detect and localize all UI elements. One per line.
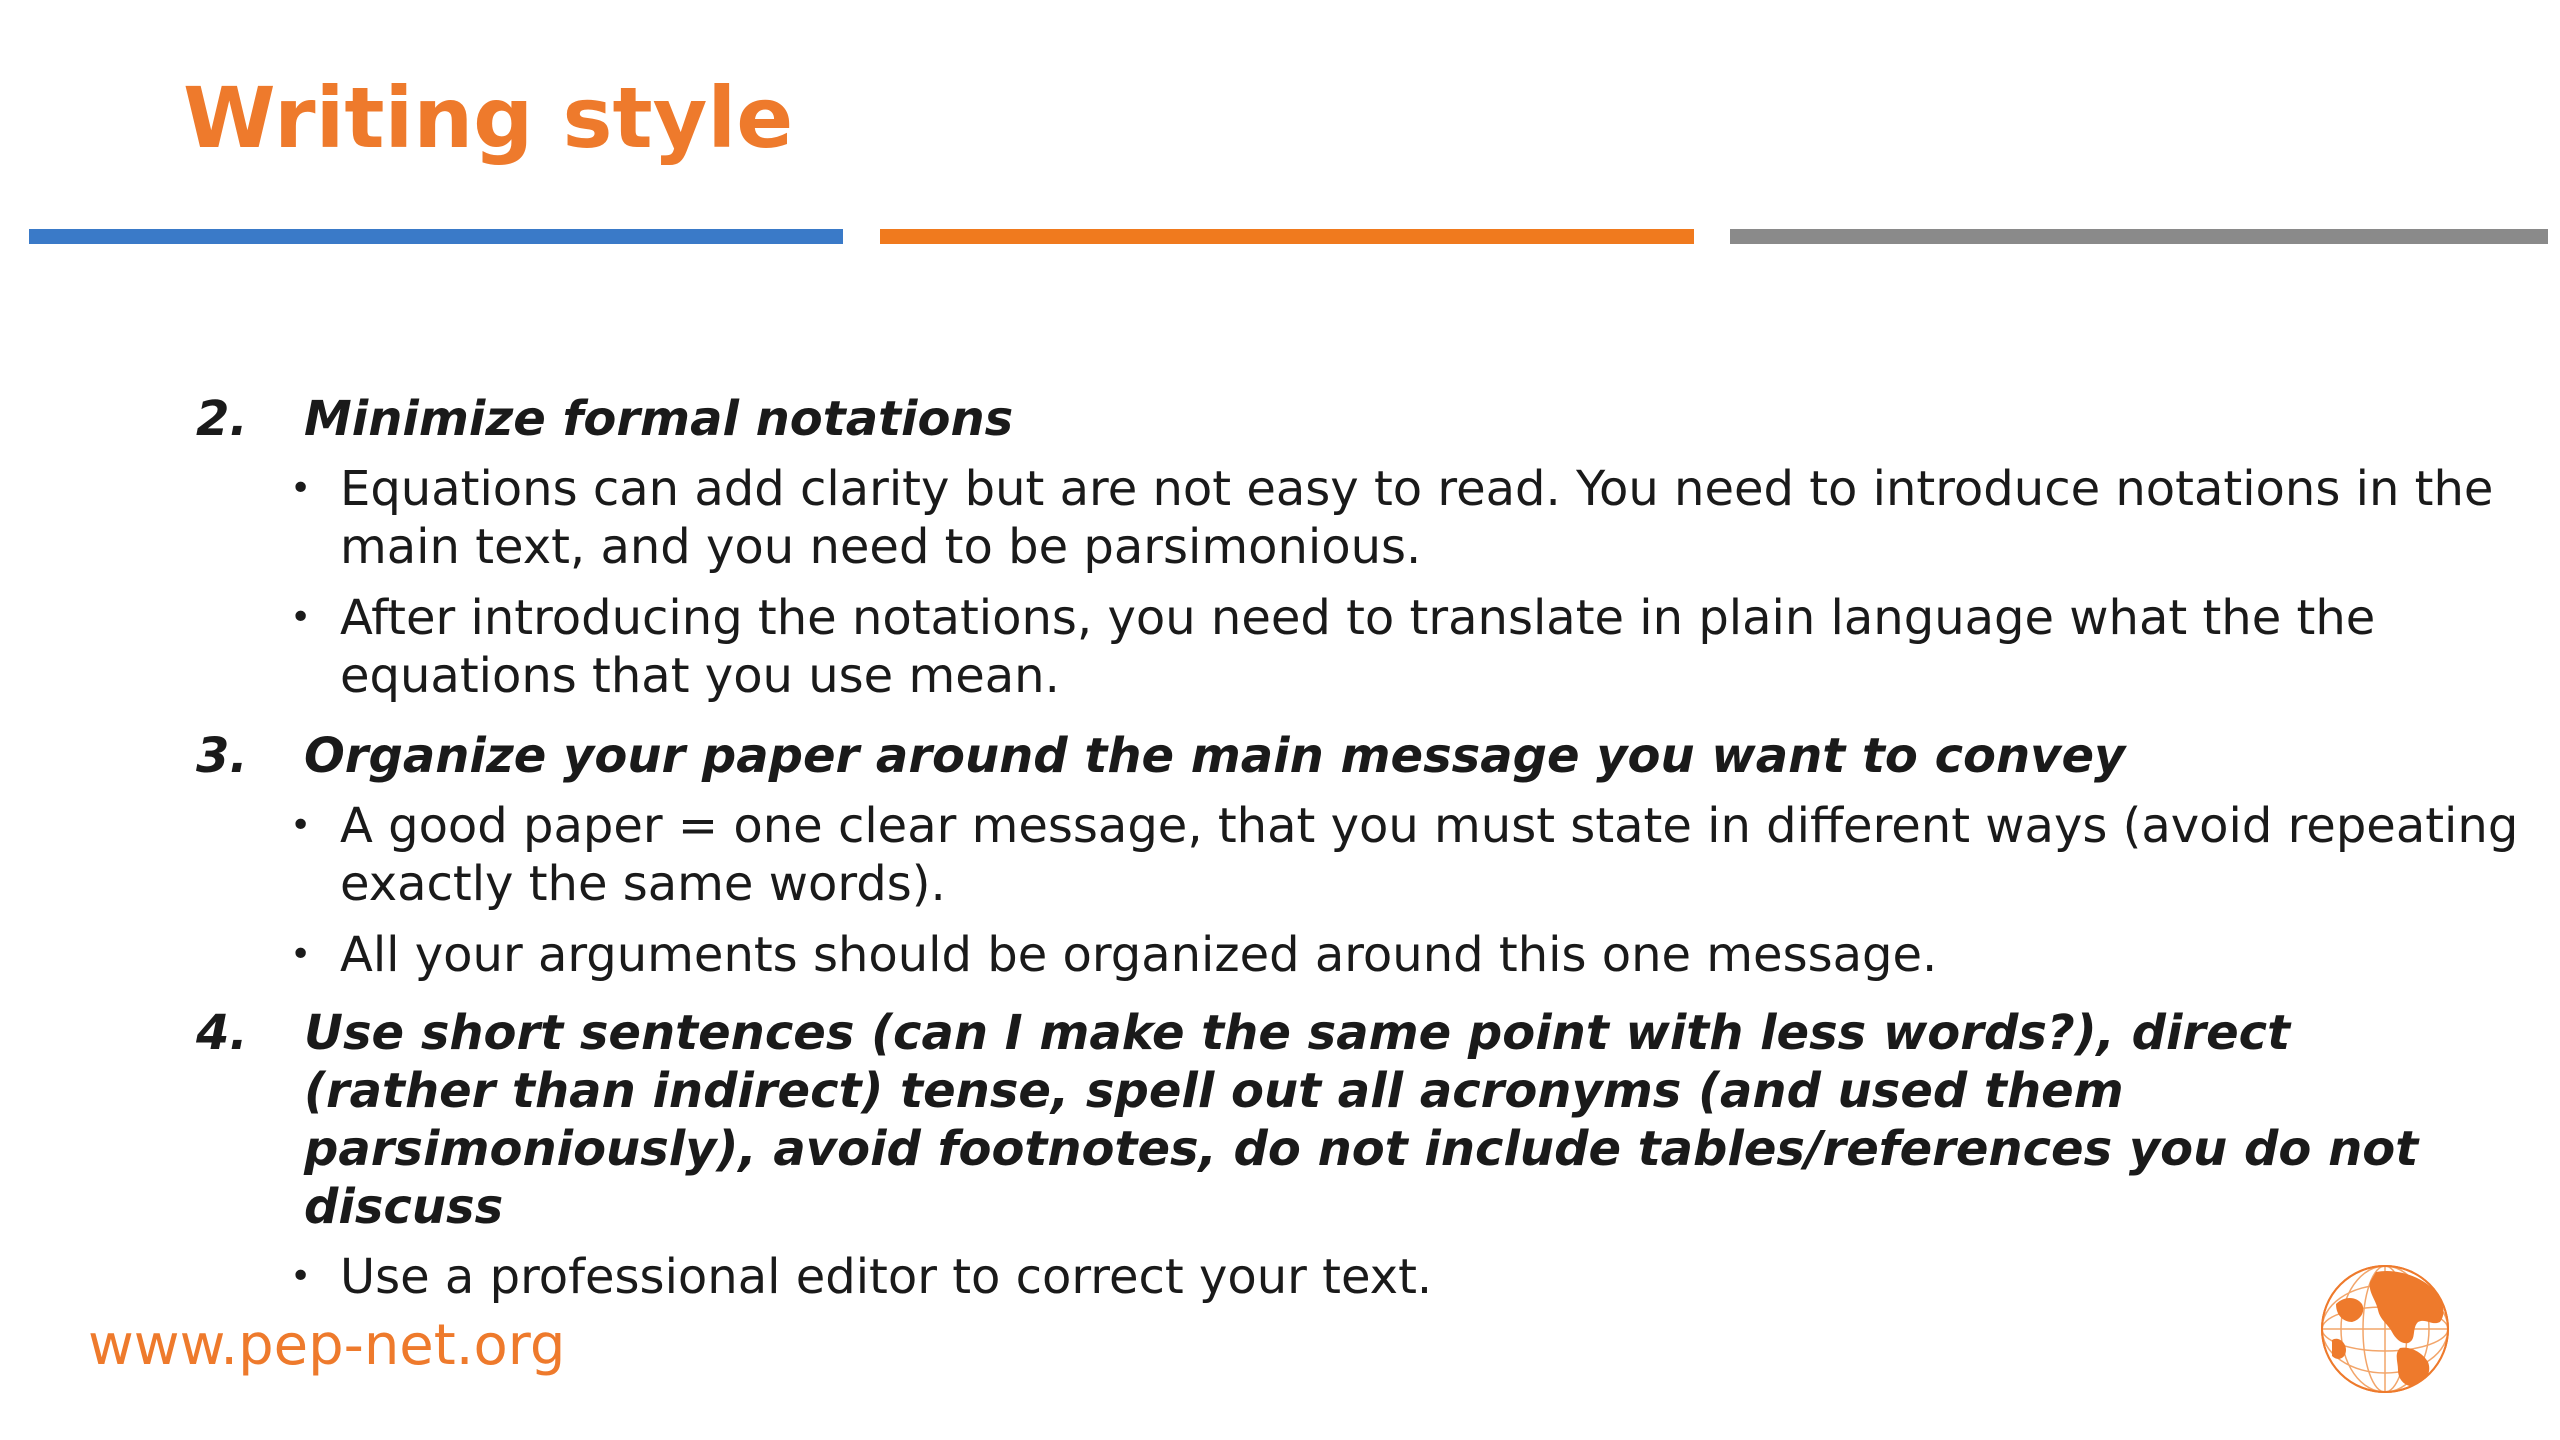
list-item xyxy=(196,1004,2419,1306)
slide-title: Writing style xyxy=(183,69,794,167)
bullet-text: A good paper = one clear message, that you must state in different ways (avoid repeating exactly the same words). xyxy=(340,798,2519,912)
bullet-icon: • xyxy=(290,597,312,638)
bullet-item xyxy=(290,926,2540,984)
bullet-text: Equations can add clarity but are not easy to read. You need to introduce notations in the main text, and you need to be parsimonious. xyxy=(340,461,2494,575)
globe-icon xyxy=(2318,1262,2452,1396)
bullet-text: All your arguments should be organized around this one message. xyxy=(340,927,1938,983)
bullet-icon: • xyxy=(290,805,312,846)
bullet-text: Use a professional editor to correct your text. xyxy=(340,1249,1433,1305)
divider-gray xyxy=(1730,229,2548,244)
divider-blue xyxy=(29,229,843,244)
slide-body xyxy=(196,390,2519,1319)
bullet-item xyxy=(290,797,2540,913)
item-number: 2. xyxy=(196,391,248,447)
bullet-list xyxy=(196,460,2494,705)
bullet-icon: • xyxy=(290,934,312,975)
divider-orange xyxy=(880,229,1694,244)
bullet-item xyxy=(290,589,2540,705)
bullet-icon: • xyxy=(290,1256,312,1297)
footer-url-link[interactable]: www.pep-net.org xyxy=(88,1313,566,1378)
bullet-item xyxy=(290,1248,2540,1306)
list-item xyxy=(196,727,2519,984)
bullet-list xyxy=(196,1248,2396,1306)
list-item xyxy=(196,390,2494,705)
item-heading: Organize your paper around the main message you want to convey xyxy=(304,728,2126,784)
bullet-list xyxy=(196,797,2519,984)
item-heading: Use short sentences (can I make the same point with less words?), direct (rather than indirect) tense, spell out all acronyms (and used them parsimoniously), avoid footnotes, do not include tables/references you do not discuss xyxy=(304,1005,2419,1235)
item-number: 3. xyxy=(196,728,248,784)
item-heading: Minimize formal notations xyxy=(304,391,1014,447)
item-number: 4. xyxy=(196,1005,248,1061)
bullet-text: After introducing the notations, you need to translate in plain language what the the equations that you use mean. xyxy=(340,590,2376,704)
bullet-item xyxy=(290,460,2540,576)
bullet-icon: • xyxy=(290,468,312,509)
